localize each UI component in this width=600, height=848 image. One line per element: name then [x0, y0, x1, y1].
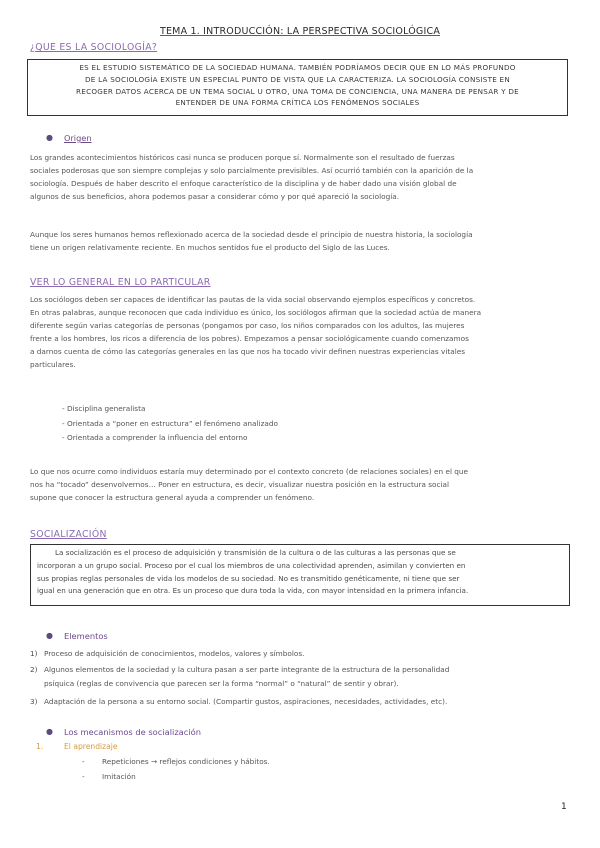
elementos-heading: Elementos — [64, 631, 108, 641]
text-line: nos ha “tocado” desenvolvernos… Poner en estructura, es decir, visualizar nuestra posición en la estructura social — [30, 480, 450, 489]
dash: - — [82, 757, 85, 766]
text-line: tiene un origen relativamente reciente. En muchos sentidos fue el producto del Siglo de las Luces. — [30, 243, 390, 252]
box-line: La socialización es el proceso de adquisición y transmisión de la cultura o de las culturas a las personas que se — [55, 548, 456, 557]
text-line: Aunque los seres humanos hemos reflexionado acerca de la sociedad desde el principio de nuestra historia, la sociología — [30, 230, 473, 239]
list-number: 1) — [30, 649, 38, 658]
bullet-dot-icon: ● — [46, 631, 53, 640]
box-line: DE LA SOCIOLOGÍA EXISTE UN ESPECIAL PUNTO DE VISTA QUE LA CARACTERIZA. LA SOCIOLOGÍA CONSISTE EN — [85, 74, 510, 84]
document-title: TEMA 1. INTRODUCCIÓN: LA PERSPECTIVA SOCIOLÓGICA — [159, 26, 441, 37]
box-line: igual en una generación que en otra. Es un proceso que dura toda la vida, con mayor intensidad en la primera infancia. — [37, 586, 469, 596]
list-text: Algunos elementos de la sociedad y la cultura pasan a ser parte integrante de la estructura de la personalidad — [44, 665, 450, 674]
origen-paragraph-1 — [30, 151, 571, 203]
text-line: diferente según varias categorías de personas (pongamos por caso, los niños comparados con los adultos, las mujeres — [30, 321, 465, 330]
list-item: - Orientada a “poner en estructura” el fenómeno analizado — [62, 418, 278, 428]
list-text: Imitación — [102, 771, 136, 781]
text-line: a darnos cuenta de cómo las categorías generales en las que nos ha tocado vivir definen nuestras experiencias vitales — [30, 347, 466, 356]
list-item — [30, 647, 571, 660]
socializacion-box — [30, 544, 570, 606]
list-item — [30, 663, 571, 691]
list-text: Repeticiones → reflejos condiciones y hábitos. — [102, 757, 270, 766]
box-line: ENTENDER DE UNA FORMA CRÍTICA LOS FENÓMENOS SOCIALES — [175, 98, 420, 108]
mecanismos-heading: Los mecanismos de socialización — [64, 727, 201, 737]
box-line: ES EL ESTUDIO SISTEMÁTICO DE LA SOCIEDAD HUMANA. TAMBIÉN PODRÍAMOS DECIR QUE EN LO MÁS PROFUNDO — [79, 63, 516, 72]
text-line: particulares. — [30, 360, 76, 369]
text-line: frente a los hombres, los ricos a diferencia de los pobres). Empezamos a pensar sociológicamente cuando comenzamos — [30, 334, 469, 343]
sublist-label: El aprendizaje — [64, 742, 118, 751]
text-line: Lo que nos ocurre como individuos estaría muy determinado por el contexto concreto (de relaciones sociales) en el que — [30, 467, 469, 476]
box-line: RECOGER DATOS ACERCA DE UN TEMA SOCIAL U OTRO, UNA TOMA DE CONCIENCIA, UNA MANERA DE PENSAR Y DE — [76, 86, 519, 96]
list-item: - Disciplina generalista — [62, 404, 146, 413]
text-line: sociología. Después de haber descrito el enfoque característico de la disciplina y de haber dado una visión global de — [30, 179, 457, 188]
list-text: Proceso de adquisición de conocimientos, modelos, valores y símbolos. — [44, 649, 305, 658]
ver-general-list — [62, 402, 278, 446]
list-text: psíquica (reglas de convivencia que parecen ser la forma “normal” o “natural” de sentir y obrar). — [44, 679, 399, 688]
page-number: 1 — [561, 802, 567, 812]
text-line: Los grandes acontecimientos históricos casi nunca se producen porque sí. Normalmente son el resultado de fuerzas — [30, 153, 455, 162]
ver-general-paragraph-1 — [30, 293, 571, 371]
aprendizaje-list — [82, 755, 270, 784]
list-item — [82, 755, 270, 770]
list-text: Adaptación de la persona a su entorno social. (Compartir gustos, aspiraciones, necesidades, actividades, etc). — [44, 697, 448, 706]
text-line: supone que conocer la estructura general ayuda a comprender un fenómeno. — [30, 493, 315, 502]
text-line: algunos de sus beneficios, ahora podemos pasar a considerar cómo y por qué apareció la sociología. — [30, 192, 400, 201]
heading-que-es: ¿QUE ES LA SOCIOLOGÍA? — [30, 42, 158, 53]
sublist-number: 1. — [36, 742, 44, 751]
box-line: sus propias reglas personales de vida los modelos de su sociedad. No es transmitido genéticamente, ni tiene que ser — [37, 573, 460, 583]
box-line: incorporan a un grupo social. Proceso por el cual los miembros de una colectividad aprenden, asimilan y convierten en — [37, 560, 466, 570]
text-line: Los sociólogos deben ser capaces de identificar las pautas de la vida social observando ejemplos específicos y concretos. — [30, 295, 476, 304]
list-item — [30, 695, 571, 708]
heading-socializacion: SOCIALIZACIÓN — [30, 529, 107, 540]
list-number: 3) — [30, 697, 38, 706]
aprendizaje-heading — [36, 742, 118, 751]
dash: - — [82, 771, 85, 781]
bullet-dot-icon: ● — [46, 727, 53, 736]
heading-ver-general: VER LO GENERAL EN LO PARTICULAR — [30, 277, 211, 288]
text-line: En otras palabras, aunque reconocen que cada individuo es único, los sociólogos afirman que la sociedad actúa de manera — [30, 308, 482, 317]
origen-heading: Origen — [64, 133, 92, 143]
definition-box — [27, 59, 568, 116]
text-line: sociales poderosas que son siempre complejas y solo parcialmente previsibles. Así ocurrió también con la aparición de la — [30, 166, 474, 175]
list-item — [82, 770, 270, 785]
list-number: 2) — [30, 665, 38, 674]
origen-paragraph-2 — [30, 228, 571, 254]
elementos-list — [30, 647, 571, 708]
ver-general-paragraph-2 — [30, 465, 571, 504]
list-item: - Orientada a comprender la influencia del entorno — [62, 433, 248, 443]
bullet-dot-icon: ● — [46, 133, 53, 142]
